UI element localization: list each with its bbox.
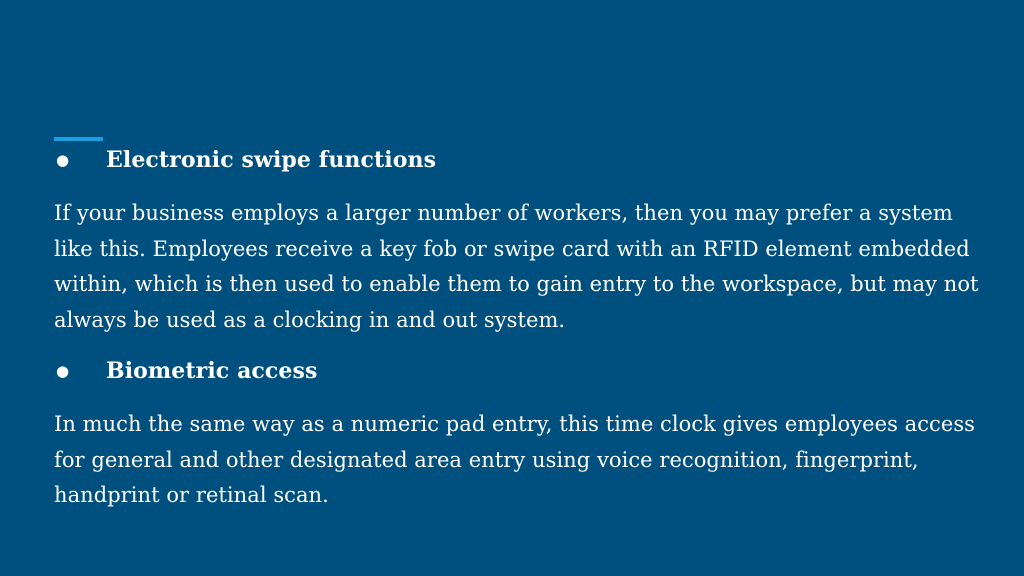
section-heading-electronic-swipe: Electronic swipe functions xyxy=(106,147,437,173)
section-body-biometric-access: In much the same way as a numeric pad entry, this time clock gives employees access for general and other designated area entry using voice recognition, fingerprint, handprint or retinal scan. xyxy=(54,412,975,507)
slide-content xyxy=(54,143,984,514)
section-body-electronic-swipe: If your business employs a larger number of workers, then you may prefer a system like this. Employees receive a key fob or swipe card with an RFID element embedded within, which is then used to enable them to gain entry to the workspace, but may not always be used as a clocking in and out system. xyxy=(54,201,979,332)
title-accent-bar xyxy=(54,137,103,141)
bullet-icon: ● xyxy=(56,362,70,380)
bullet-item-biometric-access xyxy=(54,354,984,388)
section-heading-biometric-access: Biometric access xyxy=(106,358,318,384)
bullet-item-electronic-swipe xyxy=(54,143,984,177)
bullet-icon: ● xyxy=(56,151,70,169)
